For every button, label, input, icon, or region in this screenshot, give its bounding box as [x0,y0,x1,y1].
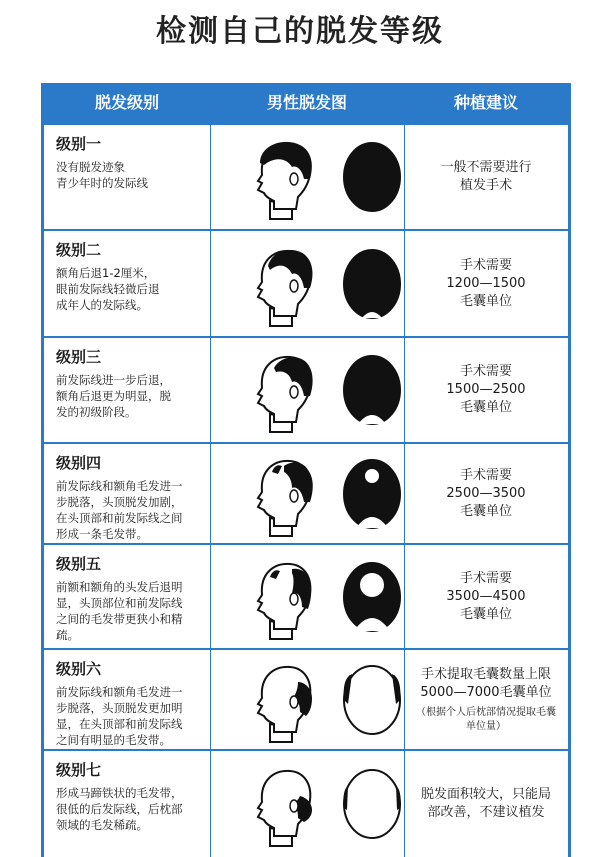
advice-line: 毛囊单位 [459,400,512,415]
advice-line: 手术需要 [459,257,512,273]
advice-line: 2500—3500 [446,485,526,501]
advice-line: 5000—7000毛囊单位 [420,684,552,700]
head-diagram [240,762,410,848]
head-diagram [240,452,410,538]
header-diagram: 男性脱发图 [266,93,347,112]
head-diagram [240,658,410,744]
description-line: 成年人的发际线。 [56,298,148,312]
top-head-icon [344,143,400,211]
hair-loss-table [41,83,571,857]
advice-note: （根据个人后枕部情况提取毛囊单位量） [416,706,556,732]
level-label: 级别四 [56,454,102,472]
table-row [44,123,568,229]
level-cell [56,759,206,833]
level-cell [56,553,206,643]
head-diagram [240,135,410,221]
description-line: 前发际线和额角毛发进一 [56,685,183,699]
diagram-cell [210,444,404,543]
advice-line: 毛囊单位 [459,293,512,309]
table-row [44,336,568,442]
level-description [56,579,206,643]
description-line: 形成马蹄铁状的毛发带， [56,786,183,800]
level-description [56,265,206,313]
level-cell [56,239,206,313]
advice-line: 手术提取毛囊数量上限 [420,666,551,682]
table-row [44,229,568,336]
level-label: 级别六 [56,660,102,678]
level-cell [56,346,206,420]
description-line: 领域的毛发稀疏。 [56,818,148,832]
advice-line: 3500—4500 [446,588,526,604]
top-head-icon [344,563,400,631]
advice-cell [404,231,568,336]
level-label: 级别三 [56,348,102,366]
page-title: 检测自己的脱发等级 [156,14,444,49]
top-head-icon [344,666,401,734]
level-cell [56,658,206,748]
level-label: 级别七 [56,761,102,779]
advice-cell [404,338,568,442]
side-head-icon [258,142,312,219]
top-head-icon [344,250,400,318]
level-description [56,785,206,833]
level-label: 级别一 [56,135,102,153]
advice-line: 一般不需要进行 [440,160,532,175]
advice-line: 植发手术 [459,178,512,193]
advice-line: 手术需要 [459,570,512,586]
side-head-icon [258,250,312,326]
description-line: 疏。 [56,628,79,642]
table-row [44,442,568,543]
advice-cell [404,751,568,857]
side-head-icon [258,666,312,741]
advice-line: 1500—2500 [446,382,526,397]
advice-cell [404,444,568,543]
head-diagram [240,555,410,641]
advice-line: 手术需要 [459,467,512,483]
description-line: 形成一条毛发带。 [56,527,148,541]
description-line: 步脱落，头顶脱发加剧， [56,495,183,509]
top-head-icon [344,356,400,424]
diagram-cell [210,125,404,229]
description-line: 前额和额角的头发后退明 [56,580,183,594]
description-line: 额角后退1-2厘米， [56,266,156,280]
description-line: 发的初级阶段。 [56,405,137,419]
advice-line: 脱发面积较大，只能局 [420,787,551,802]
table-row [44,543,568,648]
description-line: 显，在头顶部和前发际线 [56,717,183,731]
level-cell [56,452,206,542]
level-description [56,372,206,420]
advice-line: 1200—1500 [446,275,526,291]
diagram-cell [210,751,404,857]
advice-line: 毛囊单位 [459,503,512,519]
level-label: 级别二 [56,241,102,259]
table-header [44,83,568,123]
diagram-cell [210,231,404,336]
side-head-icon [258,771,312,846]
description-line: 前发际线进一步后退， [56,373,171,387]
header-level: 脱发级别 [94,93,159,112]
description-line: 显，头顶部位和前发际线 [56,596,183,610]
side-head-icon [258,460,313,535]
description-line: 额角后退更为明显，脱 [56,389,171,403]
advice-cell [404,545,568,648]
top-head-icon [344,770,401,838]
top-head-icon [344,460,400,528]
level-description [56,478,206,542]
description-line: 很低的后发际线，后枕部 [56,802,183,816]
advice-cell [404,125,568,229]
level-description [56,684,206,748]
advice-line: 部改善，不建议植发 [427,805,545,820]
description-line: 之间有明显的毛发带。 [56,733,171,747]
header-advice: 种植建议 [453,93,518,112]
side-head-icon [258,357,313,432]
description-line: 之间的毛发带更狭小和精 [56,612,183,626]
advice-line: 手术需要 [459,364,512,379]
diagram-cell [210,650,404,749]
level-description [56,159,206,191]
diagram-cell [210,545,404,648]
description-line: 青少年时的发际线 [56,176,148,190]
advice-line: 毛囊单位 [459,606,512,622]
level-cell [56,133,206,191]
description-line: 在头顶部和前发际线之间 [56,511,183,525]
side-head-icon [258,563,311,638]
table-row [44,648,568,749]
level-label: 级别五 [56,555,102,573]
advice-cell [404,650,568,749]
table-row [44,749,568,857]
description-line: 眼前发际线轻微后退 [56,282,160,296]
description-line: 前发际线和额角毛发进一 [56,479,183,493]
head-diagram [240,348,410,434]
description-line: 没有脱发迹象 [56,160,125,174]
diagram-cell [210,338,404,442]
head-diagram [240,242,410,328]
description-line: 步脱落，头顶脱发更加明 [56,701,183,715]
